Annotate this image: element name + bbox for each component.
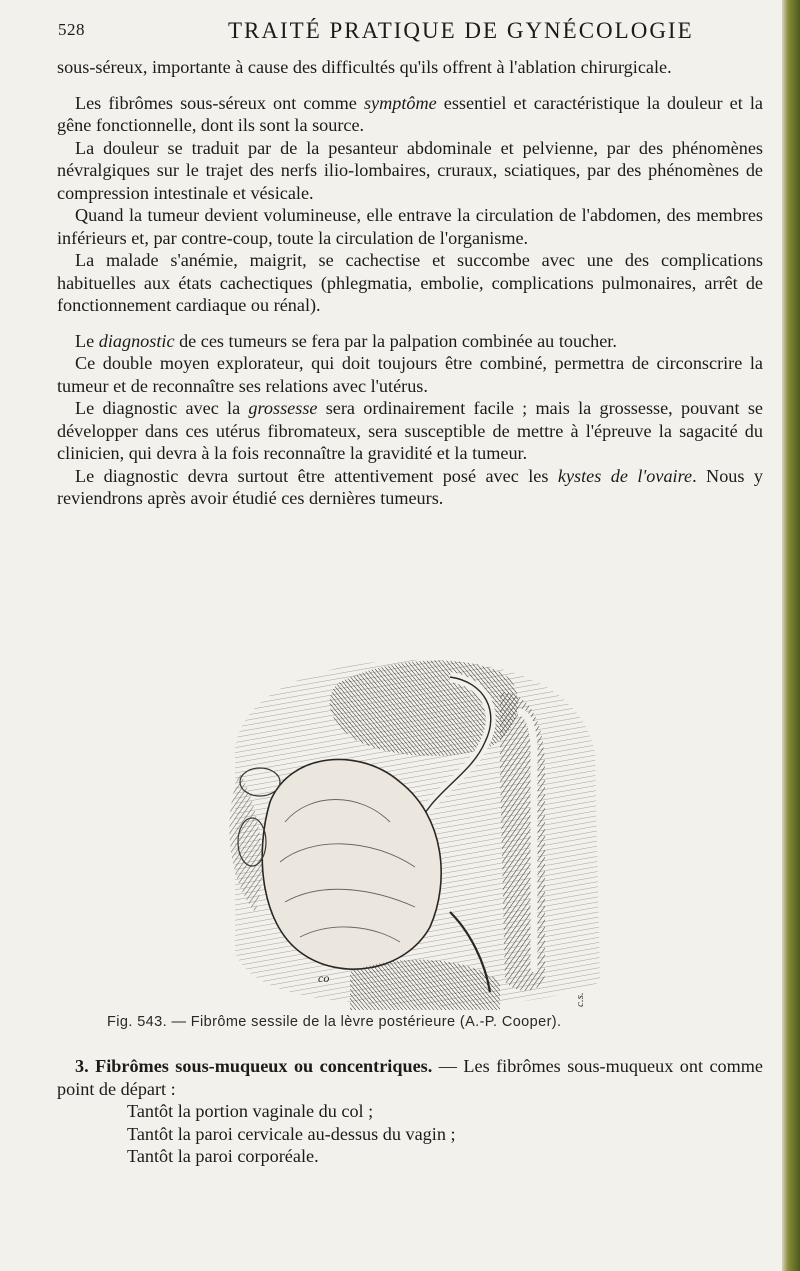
list-item: Tantôt la paroi cervicale au-dessus du vagin ; bbox=[127, 1123, 456, 1144]
emphasis: kystes de l'ovaire bbox=[557, 465, 693, 486]
page-edge bbox=[782, 0, 800, 1271]
figure-caption: Fig. 543. — Fibrôme sessile de la lèvre postérieure (A.-P. Cooper). bbox=[107, 1014, 562, 1030]
paragraph: Ce double moyen explorateur, qui doit toujours être combiné, permettra de circonscrire la tumeur et de reconnaître ses relations avec l'utérus. bbox=[57, 353, 763, 396]
paragraph: Le diagnostic avec la grossesse sera ordinairement facile ; mais la grossesse, pouvant se développer dans ces utérus fibromateux, sera susceptible de mettre à l'épreuve la sagacité du clinicien, qui devra à la fois reconnaître la gravidité et la tumeur. bbox=[57, 398, 763, 463]
emphasis: grossesse bbox=[248, 398, 318, 418]
paragraph: Le diagnostic devra surtout être attentivement posé avec les kystes de l'ovaire. Nous y reviendrons après avoir étudié ces dernières tumeurs. bbox=[57, 465, 763, 508]
running-title: TRAITÉ PRATIQUE DE GYNÉCOLOGIE bbox=[228, 18, 694, 43]
section-text bbox=[57, 1055, 763, 1168]
paragraph: Les fibrômes sous-séreux ont comme symptôme essentiel et caractéristique la douleur et la gêne fonctionnelle, dont ils sont la source. bbox=[57, 92, 763, 135]
list-item: Tantôt la paroi corporéale. bbox=[127, 1146, 319, 1166]
page-header bbox=[58, 18, 758, 48]
anatomical-figure bbox=[200, 652, 620, 1012]
figure-label-co: co bbox=[318, 971, 330, 985]
list-item: Tantôt la portion vaginale du col ; bbox=[127, 1101, 374, 1121]
section-paragraph bbox=[57, 1055, 763, 1100]
emphasis: diagnostic bbox=[98, 330, 175, 351]
paragraph: Le diagnostic de ces tumeurs se fera par la palpation combinée au toucher. bbox=[75, 330, 617, 351]
section-intro: — Les fibrômes sous-muqueux ont comme point de départ : bbox=[57, 1056, 763, 1099]
body-text bbox=[57, 56, 763, 510]
paragraph: Quand la tumeur devient volumineuse, elle entrave la circulation de l'abdomen, des membres inférieurs et, par contre-coup, toute la circulation de l'organisme. bbox=[57, 205, 763, 248]
paragraph: La malade s'anémie, maigrit, se cachectise et succombe avec une des complications habituelles aux états cachectiques (phlegmatia, embolie, complications pulmonaires, arrêt de fonctionnement cardiaque ou rénal). bbox=[57, 250, 763, 315]
figure-label-cs: c.s. bbox=[574, 992, 586, 1007]
paragraph: La douleur se traduit par de la pesanteur abdominale et pelvienne, par des phénomènes névralgiques sur le trajet des nerfs ilio-lombaires, cruraux, sciatiques, par des phénomènes de compression intestinale et vésicale. bbox=[57, 137, 763, 203]
paragraph: sous-séreux, importante à cause des difficultés qu'ils offrent à l'ablation chirurgicale. bbox=[57, 57, 672, 77]
section-heading: 3. Fibrômes sous-muqueux ou concentriques. bbox=[75, 1056, 433, 1076]
page-number: 528 bbox=[58, 20, 85, 39]
emphasis: symptôme bbox=[363, 92, 437, 113]
figure-illustration bbox=[200, 652, 620, 1012]
